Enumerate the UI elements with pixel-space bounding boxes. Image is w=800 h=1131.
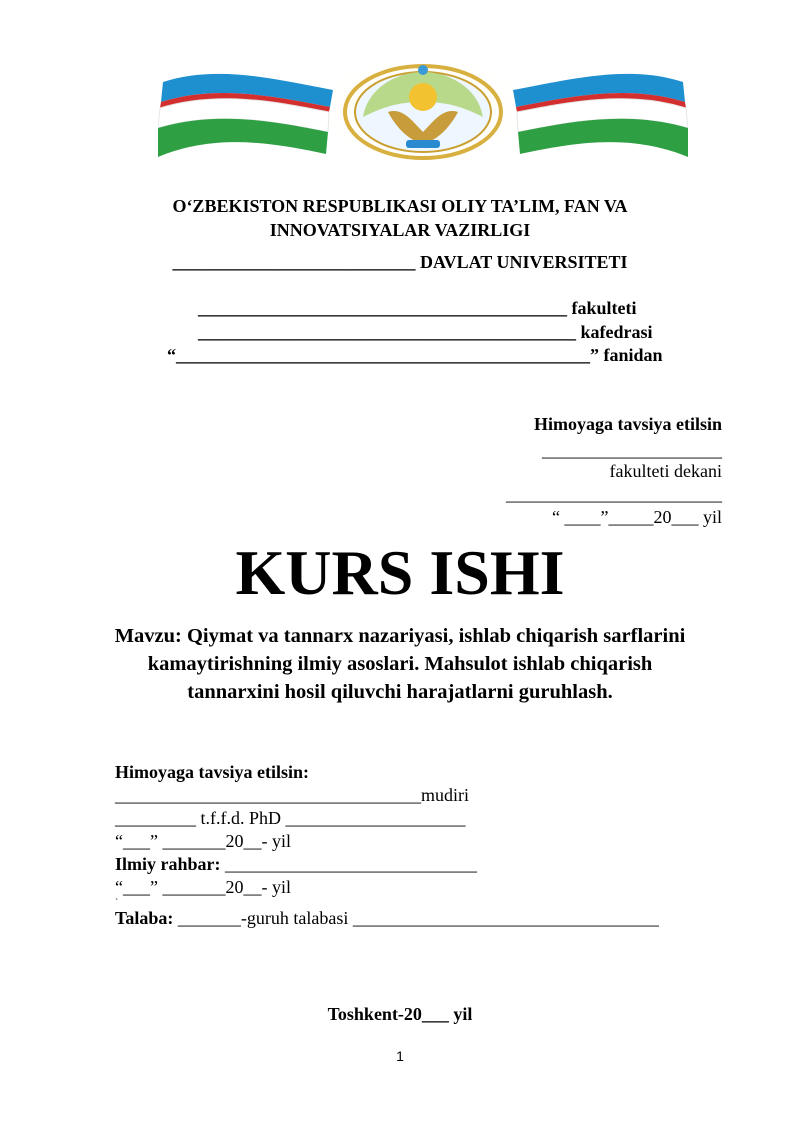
dean-label: fakulteti dekani (609, 461, 722, 481)
lower-approval-title: Himoyaga tavsiya etilsin: (115, 762, 309, 782)
topic-line-2: kamaytirishning ilmiy asoslari. Mahsulot ishlab chiqarish (147, 653, 653, 675)
degree-line: _________ t.f.f.d. PhD ____________________ (115, 808, 466, 828)
supervisor-label: Ilmiy rahbar: (115, 854, 221, 874)
topic-line-3: tannarxini hosil qiluvchi harajatlarni guruhlash. (187, 681, 613, 703)
date-line-1: “___” _______20__- yil (115, 831, 291, 851)
ministry-heading (0, 194, 800, 242)
approval-title: Himoyaga tavsiya etilsin (534, 414, 722, 434)
dean-name-line: ________________________ (506, 484, 722, 504)
student-label: Talaba: (115, 908, 174, 928)
uzbekistan-emblem-banner (158, 62, 688, 162)
right-flag-icon (513, 74, 688, 157)
faculty-line: _________________________________________ fakulteti (198, 298, 637, 318)
student-line (115, 908, 659, 929)
coat-of-arms-icon (345, 65, 501, 158)
left-flag-icon (158, 74, 333, 157)
subject-line: “______________________________________________” fanidan (167, 345, 663, 365)
ministry-line-2: INNOVATSIYALAR VAZIRLIGI (269, 220, 531, 240)
date-line-2: “___” _______20__- yil (115, 877, 291, 897)
topic-line-1: Mavzu: Qiymat va tannarx nazariyasi, ishlab chiqarish sarflarini (114, 625, 686, 647)
document-title: KURS ISHI (235, 537, 565, 608)
supervisor-signature-line: ____________________________ (220, 854, 477, 874)
ministry-line-1: O‘ZBEKISTON RESPUBLIKASI OLIY TA’LIM, FAN VA (172, 196, 628, 216)
student-signature-line: _______-guruh talabasi __________________________________ (173, 908, 659, 928)
stray-mark: ` (115, 898, 119, 909)
supervisor-line (115, 854, 477, 875)
approval-date: “ ____”_____20___ yil (552, 507, 722, 527)
university-line: ___________________________ DAVLAT UNIVERSITETI (172, 252, 628, 272)
approval-signature-line: ____________________ (542, 440, 722, 460)
head-of-department-line: __________________________________mudiri (115, 785, 469, 805)
topic-block (0, 622, 800, 706)
city-year: Toshkent-20___ yil (327, 1004, 473, 1024)
page-number: 1 (396, 1048, 404, 1064)
department-line: __________________________________________ kafedrasi (198, 322, 653, 342)
